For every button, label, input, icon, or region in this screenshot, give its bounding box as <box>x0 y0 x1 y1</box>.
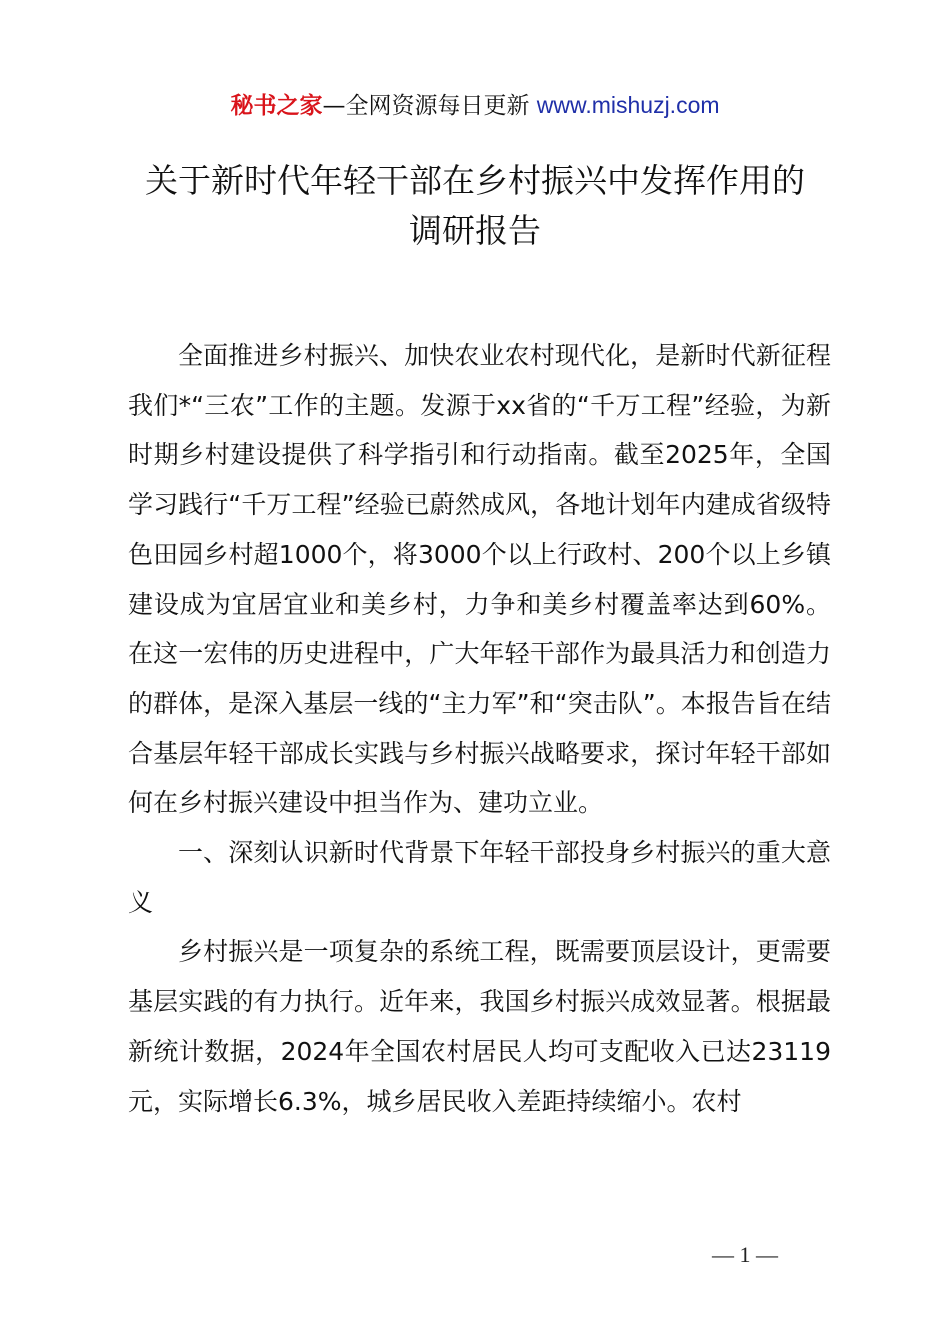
site-banner <box>0 88 950 123</box>
banner-tagline: —全网资源每日更新 <box>322 93 530 119</box>
document-body <box>128 331 831 1126</box>
document-title <box>100 156 850 256</box>
body-paragraph: 乡村振兴是一项复杂的系统工程，既需要顶层设计，更需要基层实践的有力执行。近年来，我国乡村振兴成效显著。根据最新统计数据，2024年全国农村居民人均可支配收入已达23119元，实际增长6.3%，城乡居民收入差距持续缩小。农村 <box>128 937 831 1116</box>
site-url-link[interactable]: www.mishuzj.com <box>536 92 720 118</box>
brand-name: 秘书之家 <box>230 93 323 119</box>
title-line-1: 关于新时代年轻干部在乡村振兴中发挥作用的 <box>145 161 805 200</box>
title-line-2: 调研报告 <box>409 211 541 250</box>
section-heading: 一、深刻认识新时代背景下年轻干部投身乡村振兴的重大意义 <box>128 838 831 917</box>
intro-paragraph: 全面推进乡村振兴、加快农业农村现代化，是新时代新征程我们*“三农”工作的主题。发源于xx省的“千万工程”经验，为新时期乡村建设提供了科学指引和行动指南。截至2025年，全国学习践行“千万工程”经验已蔚然成风，各地计划年内建成省级特色田园乡村超1000个，将3000个以上行政村、200个以上乡镇建设成为宜居宜业和美乡村，力争和美乡村覆盖率达到60%。在这一宏伟的历史进程中，广大年轻干部作为最具活力和创造力的群体，是深入基层一线的“主力军”和“突击队”。本报告旨在结合基层年轻干部成长实践与乡村振兴战略要求，探讨年轻干部如何在乡村振兴建设中担当作为、建功立业。 <box>128 341 831 818</box>
page-number: — 1 — <box>712 1242 778 1267</box>
